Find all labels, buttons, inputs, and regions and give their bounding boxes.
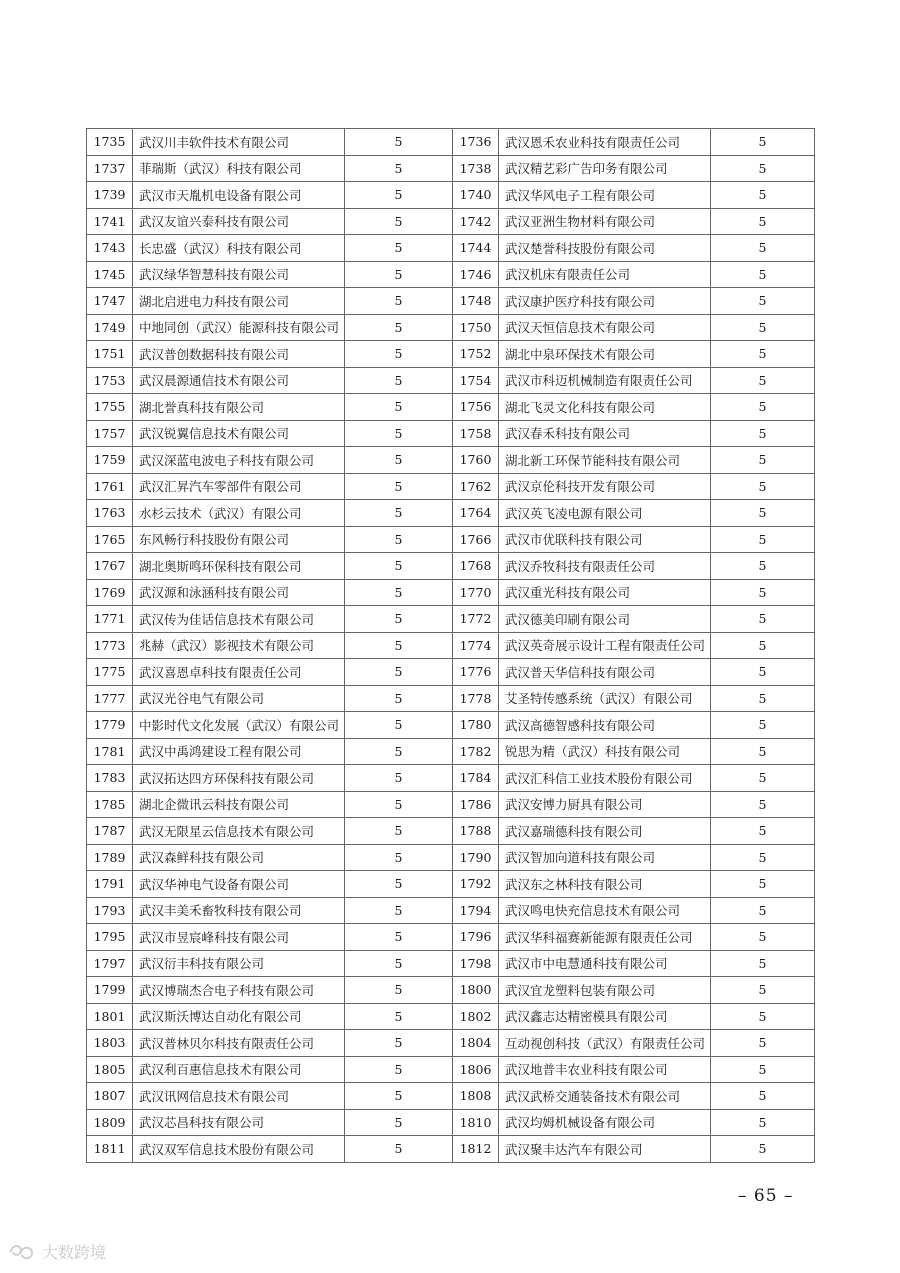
company-name: 武汉京伦科技开发有限公司 (499, 473, 711, 500)
company-name: 武汉拓达四方环保科技有限公司 (133, 765, 345, 792)
score-value: 5 (711, 950, 815, 977)
score-value: 5 (345, 314, 453, 341)
score-value: 5 (711, 526, 815, 553)
score-value: 5 (345, 632, 453, 659)
company-name: 武汉华神电气设备有限公司 (133, 871, 345, 898)
row-number: 1737 (87, 155, 133, 182)
table-row (87, 1083, 815, 1110)
company-score-table (86, 128, 815, 1163)
table-row (87, 341, 815, 368)
score-value: 5 (345, 129, 453, 156)
row-number: 1787 (87, 818, 133, 845)
company-name: 武汉普创数据科技有限公司 (133, 341, 345, 368)
company-name: 湖北誉真科技有限公司 (133, 394, 345, 421)
row-number: 1810 (453, 1109, 499, 1136)
company-name: 武汉讯网信息技术有限公司 (133, 1083, 345, 1110)
company-name: 武汉普天华信科技有限公司 (499, 659, 711, 686)
row-number: 1761 (87, 473, 133, 500)
company-name: 武汉光谷电气有限公司 (133, 685, 345, 712)
score-value: 5 (345, 1136, 453, 1163)
score-value: 5 (711, 924, 815, 951)
company-name: 武汉芯昌科技有限公司 (133, 1109, 345, 1136)
company-name: 武汉市优联科技有限公司 (499, 526, 711, 553)
score-value: 5 (345, 765, 453, 792)
row-number: 1743 (87, 235, 133, 262)
table-row (87, 606, 815, 633)
company-name: 武汉无限星云信息技术有限公司 (133, 818, 345, 845)
row-number: 1752 (453, 341, 499, 368)
score-value: 5 (345, 288, 453, 315)
company-name: 武汉华风电子工程有限公司 (499, 182, 711, 209)
score-value: 5 (711, 473, 815, 500)
row-number: 1786 (453, 791, 499, 818)
score-value: 5 (711, 871, 815, 898)
row-number: 1808 (453, 1083, 499, 1110)
row-number: 1767 (87, 553, 133, 580)
score-value: 5 (711, 977, 815, 1004)
score-value: 5 (711, 235, 815, 262)
table-row (87, 394, 815, 421)
company-name: 武汉乔牧科技有限责任公司 (499, 553, 711, 580)
row-number: 1796 (453, 924, 499, 951)
row-number: 1797 (87, 950, 133, 977)
score-value: 5 (345, 1003, 453, 1030)
company-name: 武汉绿华智慧科技有限公司 (133, 261, 345, 288)
company-name: 武汉地普丰农业科技有限公司 (499, 1056, 711, 1083)
score-value: 5 (711, 367, 815, 394)
row-number: 1780 (453, 712, 499, 739)
company-name: 武汉市科迈机械制造有限责任公司 (499, 367, 711, 394)
company-name: 武汉喜恩卓科技有限责任公司 (133, 659, 345, 686)
row-number: 1805 (87, 1056, 133, 1083)
table-row (87, 288, 815, 315)
row-number: 1755 (87, 394, 133, 421)
company-name: 武汉市中电慧通科技有限公司 (499, 950, 711, 977)
table-row (87, 155, 815, 182)
row-number: 1792 (453, 871, 499, 898)
company-name: 武汉机床有限责任公司 (499, 261, 711, 288)
company-name: 锐思为精（武汉）科技有限公司 (499, 738, 711, 765)
row-number: 1760 (453, 447, 499, 474)
company-name: 中影时代文化发展（武汉）有限公司 (133, 712, 345, 739)
table-row (87, 632, 815, 659)
score-value: 5 (711, 182, 815, 209)
table-row (87, 420, 815, 447)
table-row (87, 950, 815, 977)
score-value: 5 (711, 685, 815, 712)
page-number: – 65 – (738, 1186, 794, 1206)
row-number: 1766 (453, 526, 499, 553)
company-name: 武汉传为佳话信息技术有限公司 (133, 606, 345, 633)
table-row (87, 924, 815, 951)
row-number: 1776 (453, 659, 499, 686)
company-name: 武汉智加向道科技有限公司 (499, 844, 711, 871)
row-number: 1742 (453, 208, 499, 235)
score-value: 5 (345, 420, 453, 447)
company-name: 武汉英飞凌电源有限公司 (499, 500, 711, 527)
company-name: 武汉深蓝电波电子科技有限公司 (133, 447, 345, 474)
row-number: 1801 (87, 1003, 133, 1030)
company-name: 武汉宜龙塑料包装有限公司 (499, 977, 711, 1004)
row-number: 1738 (453, 155, 499, 182)
table-row (87, 579, 815, 606)
table-row (87, 553, 815, 580)
company-name: 武汉均姆机械设备有限公司 (499, 1109, 711, 1136)
company-name: 武汉楚誉科技股份有限公司 (499, 235, 711, 262)
table-row (87, 129, 815, 156)
company-name: 湖北启进电力科技有限公司 (133, 288, 345, 315)
score-value: 5 (345, 844, 453, 871)
score-value: 5 (711, 738, 815, 765)
row-number: 1744 (453, 235, 499, 262)
score-value: 5 (711, 500, 815, 527)
row-number: 1747 (87, 288, 133, 315)
table-row (87, 473, 815, 500)
company-name: 长忠盛（武汉）科技有限公司 (133, 235, 345, 262)
company-name: 武汉友谊兴泰科技有限公司 (133, 208, 345, 235)
company-name: 武汉川丰软件技术有限公司 (133, 129, 345, 156)
row-number: 1770 (453, 579, 499, 606)
row-number: 1745 (87, 261, 133, 288)
row-number: 1749 (87, 314, 133, 341)
table-row (87, 871, 815, 898)
score-value: 5 (711, 1056, 815, 1083)
score-value: 5 (345, 235, 453, 262)
score-value: 5 (711, 844, 815, 871)
score-value: 5 (711, 1030, 815, 1057)
company-name: 武汉市天胤机电设备有限公司 (133, 182, 345, 209)
score-value: 5 (711, 261, 815, 288)
company-name: 武汉普林贝尔科技有限责任公司 (133, 1030, 345, 1057)
company-name: 武汉晨源通信技术有限公司 (133, 367, 345, 394)
company-name: 武汉汇昇汽车零部件有限公司 (133, 473, 345, 500)
score-value: 5 (345, 1083, 453, 1110)
row-number: 1735 (87, 129, 133, 156)
table-row (87, 367, 815, 394)
score-value: 5 (345, 950, 453, 977)
table-row (87, 712, 815, 739)
row-number: 1754 (453, 367, 499, 394)
row-number: 1753 (87, 367, 133, 394)
watermark (8, 1240, 106, 1263)
row-number: 1790 (453, 844, 499, 871)
row-number: 1789 (87, 844, 133, 871)
row-number: 1775 (87, 659, 133, 686)
table-row (87, 897, 815, 924)
table-row (87, 1056, 815, 1083)
score-value: 5 (345, 1056, 453, 1083)
table-row (87, 182, 815, 209)
table-row (87, 1136, 815, 1163)
row-number: 1758 (453, 420, 499, 447)
score-value: 5 (711, 1003, 815, 1030)
row-number: 1763 (87, 500, 133, 527)
company-name: 湖北飞灵文化科技有限公司 (499, 394, 711, 421)
score-value: 5 (711, 791, 815, 818)
score-value: 5 (345, 261, 453, 288)
score-value: 5 (345, 394, 453, 421)
row-number: 1765 (87, 526, 133, 553)
table-row (87, 738, 815, 765)
score-value: 5 (711, 394, 815, 421)
score-value: 5 (711, 288, 815, 315)
table-row (87, 208, 815, 235)
score-value: 5 (345, 897, 453, 924)
row-number: 1740 (453, 182, 499, 209)
score-value: 5 (345, 367, 453, 394)
company-name: 湖北企微讯云科技有限公司 (133, 791, 345, 818)
table-row (87, 791, 815, 818)
score-value: 5 (711, 341, 815, 368)
table-row (87, 1003, 815, 1030)
table-row (87, 447, 815, 474)
company-name: 武汉德美印刷有限公司 (499, 606, 711, 633)
company-name: 武汉春禾科技有限公司 (499, 420, 711, 447)
table-row (87, 500, 815, 527)
score-value: 5 (345, 155, 453, 182)
score-value: 5 (345, 924, 453, 951)
score-value: 5 (711, 1083, 815, 1110)
score-value: 5 (345, 606, 453, 633)
row-number: 1803 (87, 1030, 133, 1057)
company-name: 武汉市昱宸峰科技有限公司 (133, 924, 345, 951)
row-number: 1785 (87, 791, 133, 818)
score-value: 5 (345, 553, 453, 580)
table-body (87, 129, 815, 1163)
row-number: 1795 (87, 924, 133, 951)
company-name: 武汉恩禾农业科技有限责任公司 (499, 129, 711, 156)
score-value: 5 (711, 420, 815, 447)
company-name: 互动视创科技（武汉）有限责任公司 (499, 1030, 711, 1057)
row-number: 1772 (453, 606, 499, 633)
score-value: 5 (711, 208, 815, 235)
row-number: 1793 (87, 897, 133, 924)
table-row (87, 765, 815, 792)
row-number: 1802 (453, 1003, 499, 1030)
row-number: 1757 (87, 420, 133, 447)
score-value: 5 (711, 818, 815, 845)
company-name: 武汉安博力厨具有限公司 (499, 791, 711, 818)
company-name: 武汉东之林科技有限公司 (499, 871, 711, 898)
score-value: 5 (711, 447, 815, 474)
row-number: 1764 (453, 500, 499, 527)
row-number: 1769 (87, 579, 133, 606)
row-number: 1791 (87, 871, 133, 898)
table-row (87, 659, 815, 686)
score-value: 5 (345, 473, 453, 500)
score-value: 5 (345, 1109, 453, 1136)
brand-logo-icon (8, 1241, 36, 1263)
company-name: 武汉华科福赛新能源有限责任公司 (499, 924, 711, 951)
row-number: 1811 (87, 1136, 133, 1163)
row-number: 1807 (87, 1083, 133, 1110)
row-number: 1782 (453, 738, 499, 765)
row-number: 1783 (87, 765, 133, 792)
table-row (87, 526, 815, 553)
table-row (87, 261, 815, 288)
row-number: 1799 (87, 977, 133, 1004)
company-name: 武汉鑫志达精密模具有限公司 (499, 1003, 711, 1030)
score-value: 5 (345, 818, 453, 845)
score-value: 5 (345, 182, 453, 209)
company-name: 兆赫（武汉）影视技术有限公司 (133, 632, 345, 659)
company-name: 武汉武桥交通装备技术有限公司 (499, 1083, 711, 1110)
score-value: 5 (345, 791, 453, 818)
score-value: 5 (345, 659, 453, 686)
row-number: 1739 (87, 182, 133, 209)
company-name: 武汉汇科信工业技术股份有限公司 (499, 765, 711, 792)
row-number: 1741 (87, 208, 133, 235)
table-row (87, 1109, 815, 1136)
company-name: 武汉重光科技有限公司 (499, 579, 711, 606)
score-value: 5 (711, 1136, 815, 1163)
company-name: 武汉衍丰科技有限公司 (133, 950, 345, 977)
company-name: 武汉天恒信息技术有限公司 (499, 314, 711, 341)
row-number: 1773 (87, 632, 133, 659)
company-name: 武汉高德智感科技有限公司 (499, 712, 711, 739)
row-number: 1798 (453, 950, 499, 977)
score-value: 5 (711, 553, 815, 580)
table-row (87, 1030, 815, 1057)
row-number: 1750 (453, 314, 499, 341)
company-name: 武汉英奇展示设计工程有限责任公司 (499, 632, 711, 659)
company-name: 水杉云技术（武汉）有限公司 (133, 500, 345, 527)
row-number: 1812 (453, 1136, 499, 1163)
score-value: 5 (345, 447, 453, 474)
company-name: 武汉鸣电快充信息技术有限公司 (499, 897, 711, 924)
row-number: 1759 (87, 447, 133, 474)
row-number: 1784 (453, 765, 499, 792)
score-value: 5 (345, 712, 453, 739)
row-number: 1751 (87, 341, 133, 368)
company-name: 中地同创（武汉）能源科技有限公司 (133, 314, 345, 341)
row-number: 1748 (453, 288, 499, 315)
company-name: 菲瑞斯（武汉）科技有限公司 (133, 155, 345, 182)
row-number: 1809 (87, 1109, 133, 1136)
table-row (87, 977, 815, 1004)
company-name: 湖北新工环保节能科技有限公司 (499, 447, 711, 474)
row-number: 1777 (87, 685, 133, 712)
company-name: 湖北中泉环保技术有限公司 (499, 341, 711, 368)
row-number: 1788 (453, 818, 499, 845)
score-value: 5 (345, 1030, 453, 1057)
score-value: 5 (711, 897, 815, 924)
score-value: 5 (345, 871, 453, 898)
company-name: 武汉聚丰达汽车有限公司 (499, 1136, 711, 1163)
row-number: 1746 (453, 261, 499, 288)
score-value: 5 (711, 579, 815, 606)
company-name: 武汉康护医疗科技有限公司 (499, 288, 711, 315)
score-value: 5 (345, 500, 453, 527)
row-number: 1756 (453, 394, 499, 421)
table-row (87, 235, 815, 262)
score-value: 5 (711, 155, 815, 182)
score-value: 5 (345, 977, 453, 1004)
company-name: 武汉中禹鸿建设工程有限公司 (133, 738, 345, 765)
company-name: 武汉博瑞杰合电子科技有限公司 (133, 977, 345, 1004)
company-name: 武汉丰美禾畜牧科技有限公司 (133, 897, 345, 924)
table-row (87, 314, 815, 341)
company-name: 武汉利百惠信息技术有限公司 (133, 1056, 345, 1083)
row-number: 1771 (87, 606, 133, 633)
row-number: 1781 (87, 738, 133, 765)
company-name: 武汉斯沃博达自动化有限公司 (133, 1003, 345, 1030)
score-value: 5 (711, 712, 815, 739)
score-value: 5 (711, 765, 815, 792)
table-row (87, 685, 815, 712)
row-number: 1768 (453, 553, 499, 580)
company-name: 艾圣特传感系统（武汉）有限公司 (499, 685, 711, 712)
company-name: 武汉双军信息技术股份有限公司 (133, 1136, 345, 1163)
company-name: 武汉森鲜科技有限公司 (133, 844, 345, 871)
score-value: 5 (711, 632, 815, 659)
score-value: 5 (345, 208, 453, 235)
row-number: 1778 (453, 685, 499, 712)
table-row (87, 844, 815, 871)
score-value: 5 (345, 738, 453, 765)
row-number: 1800 (453, 977, 499, 1004)
row-number: 1736 (453, 129, 499, 156)
company-name: 武汉嘉瑞德科技有限公司 (499, 818, 711, 845)
row-number: 1774 (453, 632, 499, 659)
score-value: 5 (711, 1109, 815, 1136)
row-number: 1794 (453, 897, 499, 924)
score-value: 5 (711, 314, 815, 341)
company-name: 湖北奥斯鸣环保科技有限公司 (133, 553, 345, 580)
company-name: 武汉精艺彩广告印务有限公司 (499, 155, 711, 182)
score-value: 5 (711, 606, 815, 633)
score-value: 5 (711, 129, 815, 156)
score-value: 5 (345, 579, 453, 606)
score-value: 5 (345, 526, 453, 553)
table-row (87, 818, 815, 845)
company-name: 东风畅行科技股份有限公司 (133, 526, 345, 553)
score-value: 5 (345, 341, 453, 368)
score-value: 5 (711, 659, 815, 686)
row-number: 1806 (453, 1056, 499, 1083)
company-name: 武汉锐翼信息技术有限公司 (133, 420, 345, 447)
row-number: 1804 (453, 1030, 499, 1057)
row-number: 1762 (453, 473, 499, 500)
row-number: 1779 (87, 712, 133, 739)
score-value: 5 (345, 685, 453, 712)
company-name: 武汉亚洲生物材料有限公司 (499, 208, 711, 235)
company-name: 武汉源和泳涵科技有限公司 (133, 579, 345, 606)
watermark-text: 大数跨境 (42, 1243, 107, 1262)
